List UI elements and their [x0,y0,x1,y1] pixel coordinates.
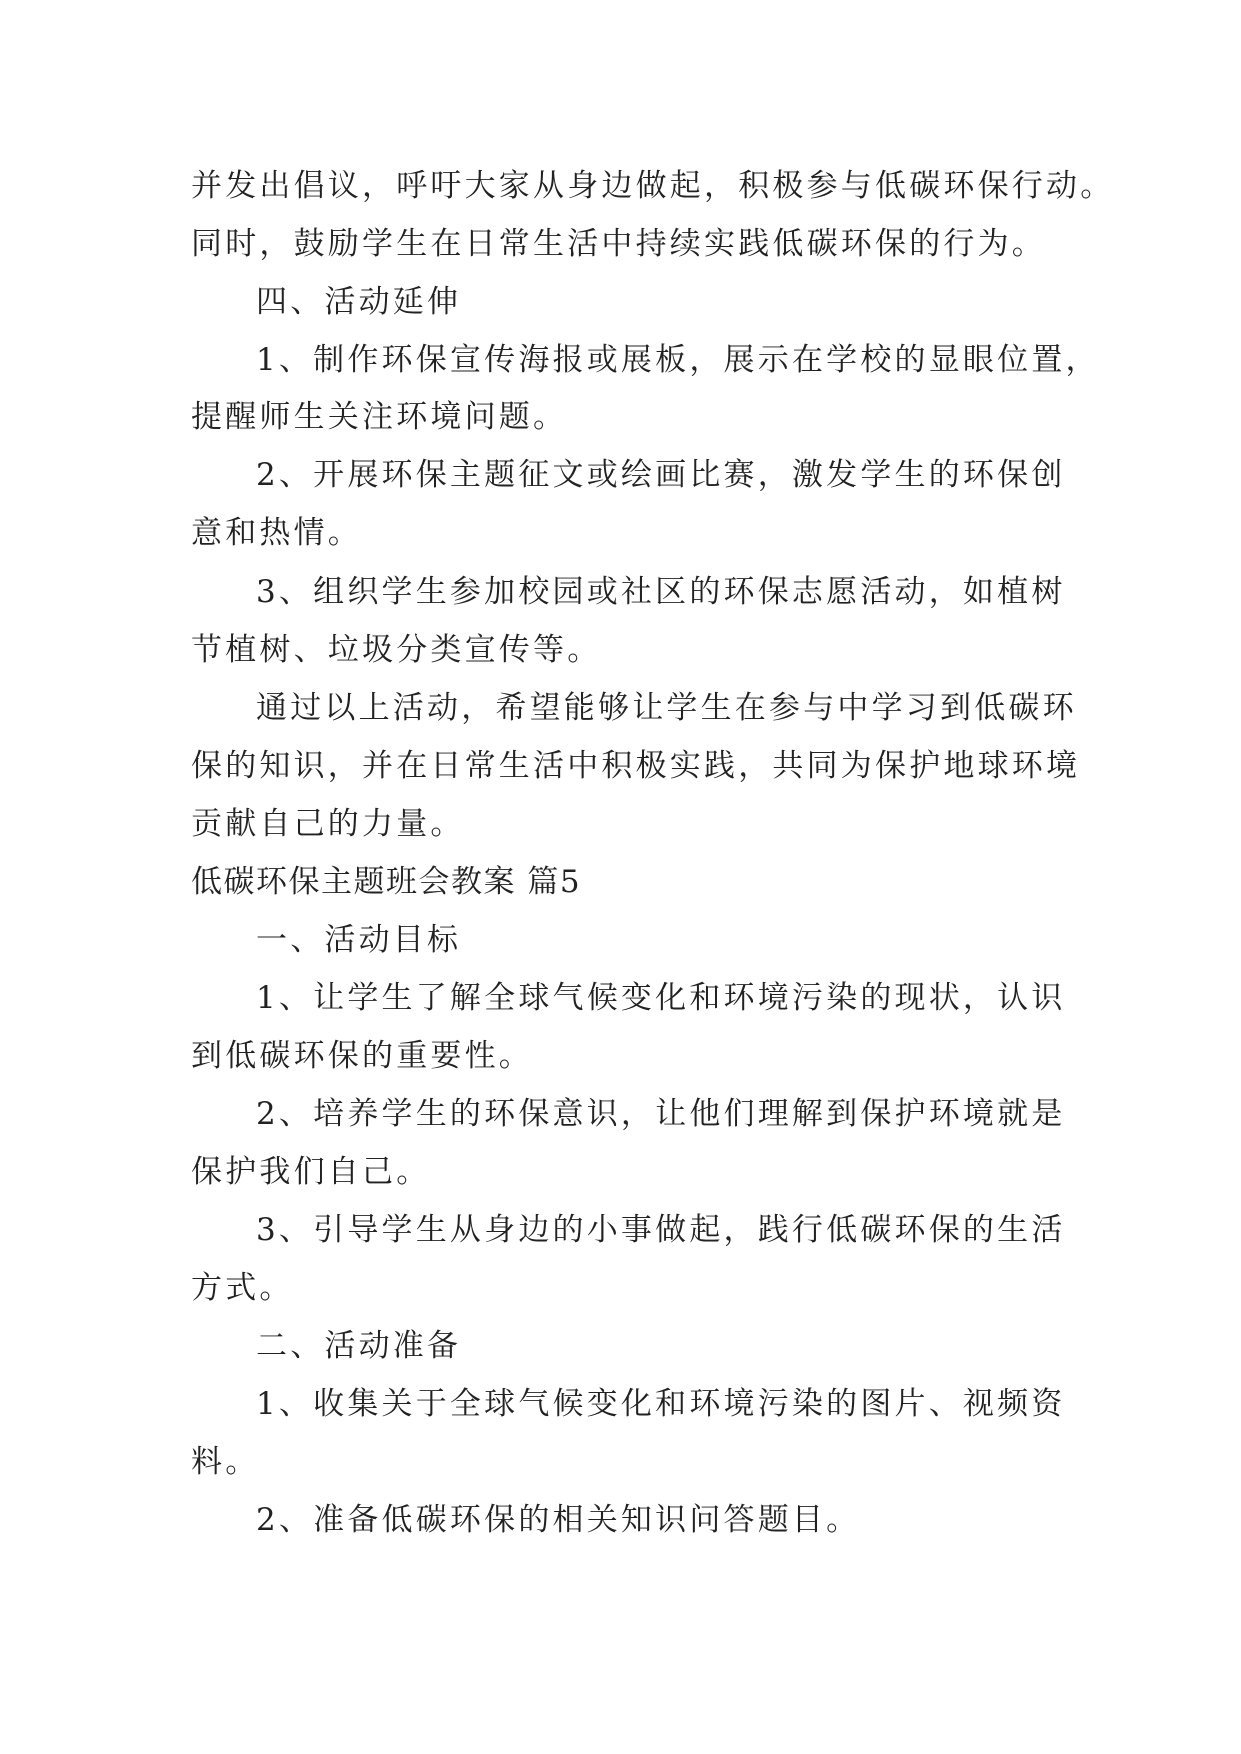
section-heading: 一、活动目标 [256,922,462,958]
list-item-line: 2、培养学生的环保意识，让他们理解到保护环境就是 [256,1096,1066,1132]
list-item-line: 意和热情。 [191,515,362,551]
list-item-line: 提醒师生关注环境问题。 [191,399,568,435]
body-text-line: 并发出倡议，呼吁大家从身边做起，积极参与低碳环保行动。 [191,168,1115,204]
section-heading: 四、活动延伸 [256,284,462,320]
body-text-line: 同时，鼓励学生在日常生活中持续实践低碳环保的行为。 [191,226,1046,262]
list-item-line: 1、让学生了解全球气候变化和环境污染的现状，认识 [256,980,1066,1016]
list-item-line: 方式。 [191,1270,294,1306]
list-item-line: 保护我们自己。 [191,1154,431,1190]
list-item-line: 2、开展环保主题征文或绘画比赛，激发学生的环保创 [256,457,1066,493]
body-text-line: 通过以上活动，希望能够让学生在参与中学习到低碳环 [256,690,1077,726]
section-heading: 二、活动准备 [256,1328,462,1364]
body-text-line: 贡献自己的力量。 [191,806,465,842]
list-item-line: 1、制作环保宣传海报或展板，展示在学校的显眼位置， [256,342,1100,378]
list-item-line: 3、组织学生参加校园或社区的环保志愿活动，如植树 [256,574,1066,610]
body-text-line: 保的知识，并在日常生活中积极实践，共同为保护地球环境 [191,748,1081,784]
article-title: 低碳环保主题班会教案 篇5 [191,864,582,900]
list-item-line: 3、引导学生从身边的小事做起，践行低碳环保的生活 [256,1212,1066,1248]
list-item-line: 1、收集关于全球气候变化和环境污染的图片、视频资 [256,1386,1066,1422]
list-item-line: 料。 [191,1444,260,1480]
list-item-line: 2、准备低碳环保的相关知识问答题目。 [256,1502,861,1538]
list-item-line: 节植树、垃圾分类宣传等。 [191,632,602,668]
list-item-line: 到低碳环保的重要性。 [191,1038,533,1074]
